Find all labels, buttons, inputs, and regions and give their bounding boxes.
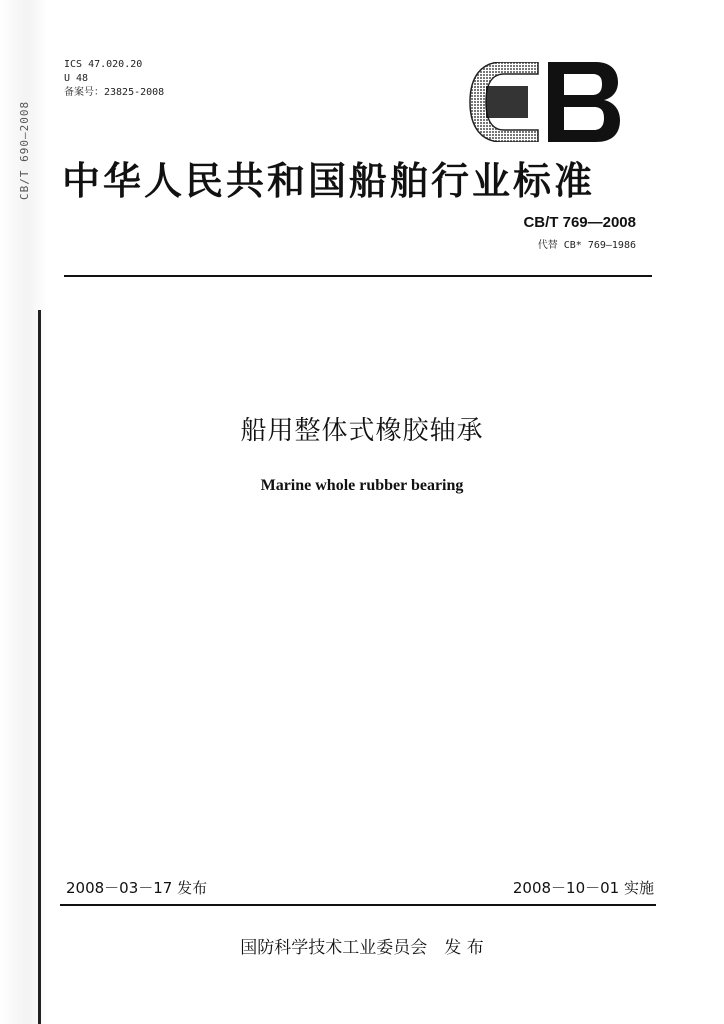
header-divider: [64, 275, 652, 277]
document-title-en: Marine whole rubber bearing: [260, 477, 464, 494]
issue-date: 2008－03－17 发布: [66, 879, 208, 897]
document-title-cn: 船用整体式橡胶轴承: [240, 416, 484, 446]
side-standard-label: CB/T 690—2008: [18, 100, 31, 200]
filing-number: 备案号：23825-2008: [64, 87, 165, 98]
implementation-date: 2008－10－01 实施: [512, 879, 654, 897]
standard-number: CB/T 769—2008: [523, 214, 636, 231]
footer-divider: [60, 904, 656, 906]
standard-series-title: 中华人民共和国船舶行业标准: [62, 159, 596, 203]
publisher: 国防科学技术工业委员会 发 布: [240, 938, 484, 958]
replaces-standard: 代替 CB* 769—1986: [537, 240, 636, 251]
classification-block: [64, 58, 164, 100]
ics-code: ICS 47.020.20: [64, 59, 143, 70]
ccs-code: U 48: [64, 73, 89, 84]
cb-logo: [468, 62, 620, 142]
